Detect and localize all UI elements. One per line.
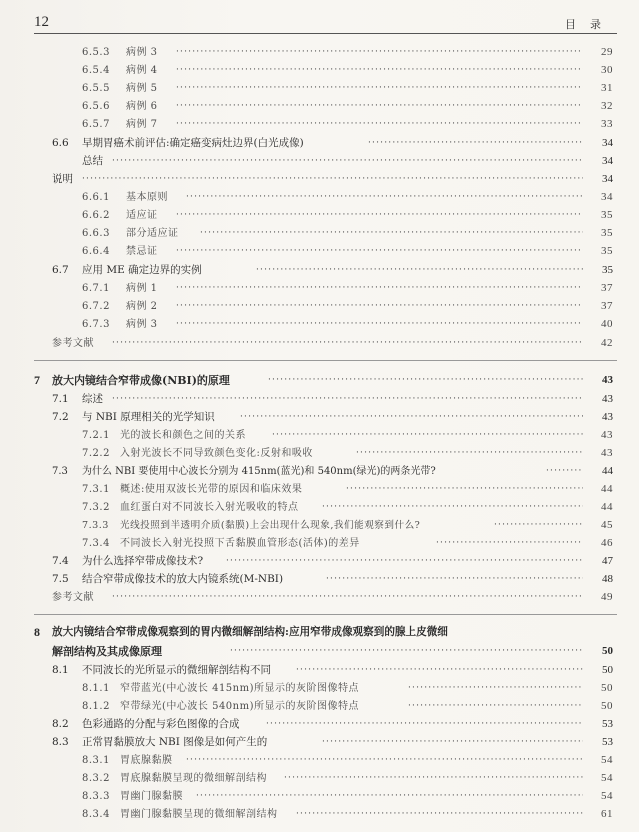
page-ref: 34: [602, 173, 613, 185]
page-ref: 50: [601, 682, 613, 694]
toc-entry: [0, 316, 639, 333]
section-title: 应用 ME 确定边界的实例: [82, 264, 202, 276]
page-ref: 45: [601, 519, 613, 531]
section-title: 结合窄带成像技术的放大内镜系统(M-NBI): [82, 573, 284, 585]
dot-leader: [272, 427, 583, 444]
section-title: 病例 3: [126, 319, 158, 330]
section-divider: [34, 614, 617, 615]
section-number: 8.2: [52, 718, 69, 730]
page-ref: 43: [601, 447, 613, 459]
page-number: 12: [34, 14, 49, 30]
page-ref: 50: [602, 664, 613, 676]
toc-entry: [0, 80, 639, 97]
section-title: 综述: [82, 393, 103, 405]
chapter-title: 放大内镜结合窄带成像观察到的胃内微细解剖结构:应用窄带成像观察到的腺上皮微细: [52, 626, 448, 638]
toc-entry: [0, 189, 639, 206]
page-ref: 46: [601, 537, 613, 549]
section-title: 适应证: [126, 210, 158, 221]
dot-leader: [322, 734, 583, 751]
section-title: 血红蛋白对不同波长入射光吸收的特点: [120, 502, 299, 513]
section-title: 病例 4: [126, 65, 158, 76]
dot-leader: [326, 571, 583, 588]
dot-leader: [226, 553, 583, 570]
section-number: 7.3.1: [82, 484, 110, 495]
dot-leader: [408, 698, 583, 715]
toc-entry: [0, 517, 639, 534]
section-title: 窄带蓝光(中心波长 415nm)所显示的灰阶图像特点: [120, 683, 359, 694]
chapter-number: 8: [34, 625, 40, 639]
section-title: 病例 6: [126, 101, 158, 112]
dot-leader: [176, 116, 583, 133]
dot-leader: [176, 298, 583, 315]
section-title: 光的波长和颜色之间的关系: [120, 430, 246, 441]
toc-entry: [0, 662, 639, 679]
page-ref: 61: [601, 808, 613, 820]
section-number: 7.3.2: [82, 502, 110, 513]
section-number: 6.7.2: [82, 301, 110, 312]
page-ref: 37: [601, 300, 613, 312]
page-ref: 34: [602, 155, 613, 167]
section-title: 胃幽门腺黏膜: [120, 791, 183, 802]
section-number: 6.5.7: [82, 119, 110, 130]
section-title: 说明: [52, 173, 73, 185]
toc-entry: [0, 734, 639, 751]
dot-leader: [322, 499, 583, 516]
page-ref: 40: [601, 318, 613, 330]
section-number: 7.4: [52, 555, 69, 567]
dot-leader: [494, 517, 583, 534]
section-number: 6.5.5: [82, 83, 110, 94]
toc-entry: [0, 280, 639, 297]
page-ref: 32: [601, 100, 613, 112]
section-number: 8.3.4: [82, 809, 110, 820]
section-title: 入射光波长不同导致颜色变化:反射和吸收: [120, 448, 313, 459]
section-number: 7.3.4: [82, 538, 110, 549]
page-header: [34, 14, 617, 34]
page-ref: 47: [602, 555, 613, 567]
section-number: 6.7.1: [82, 283, 110, 294]
dot-leader: [408, 680, 583, 697]
section-title: 总结: [82, 155, 103, 167]
page-ref: 35: [602, 264, 613, 276]
section-title: 不同波长入射光投照下舌黏膜血管形态(活体)的差异: [120, 538, 360, 549]
section-title: 胃底腺黏膜呈现的微细解剖结构: [120, 773, 267, 784]
section-number: 7.1: [52, 393, 69, 405]
toc-entry: [0, 171, 639, 188]
page-ref: 43: [601, 429, 613, 441]
section-title: 胃幽门腺黏膜呈现的微细解剖结构: [120, 809, 278, 820]
toc-entry: [0, 589, 639, 606]
page-ref: 44: [602, 465, 613, 477]
dot-leader: [176, 44, 583, 61]
section-number: 8.3.2: [82, 773, 110, 784]
toc-entry: [0, 262, 639, 279]
section-number: 6.6.2: [82, 210, 110, 221]
section-title: 为什么 NBI 要使用中心波长分别为 415nm(蓝光)和 540nm(绿光)的两条光带?: [82, 466, 436, 477]
dot-leader: [186, 189, 583, 206]
toc-entry: [0, 571, 639, 588]
dot-leader: [176, 280, 583, 297]
section-number: 6.7: [52, 264, 69, 276]
dot-leader: [346, 481, 583, 498]
toc-entry: [0, 499, 639, 516]
toc-entry: [0, 445, 639, 462]
page-ref: 54: [601, 754, 613, 766]
page-ref: 30: [601, 64, 613, 76]
running-head: 目录: [565, 18, 615, 31]
section-title: 窄带绿光(中心波长 540nm)所显示的灰阶图像特点: [120, 701, 359, 712]
section-title: 参考文献: [52, 592, 94, 603]
toc-entry: [0, 535, 639, 552]
section-title: 禁忌证: [126, 246, 158, 257]
page-ref: 49: [601, 591, 613, 603]
toc-entry: [0, 553, 639, 570]
dot-leader: [240, 409, 583, 426]
section-title: 早期胃癌术前评估:确定癌变病灶边界(白光成像): [82, 137, 304, 149]
section-title: 不同波长的光所显示的微细解剖结构不同: [82, 664, 271, 676]
chapter-number: 7: [34, 373, 40, 387]
section-number: 8.1: [52, 664, 69, 676]
toc-entry: [0, 225, 639, 242]
section-title: 参考文献: [52, 338, 94, 349]
page-ref: 53: [602, 736, 613, 748]
section-title: 概述:使用双波长光带的原因和临床效果: [120, 484, 303, 495]
toc-entry: [0, 752, 639, 769]
section-number: 8.3.1: [82, 755, 110, 766]
section-number: 6.6.1: [82, 192, 110, 203]
page-ref: 43: [602, 393, 613, 405]
page-ref: 34: [602, 137, 613, 149]
page-ref: 35: [601, 245, 613, 257]
dot-leader: [230, 643, 583, 660]
section-number: 6.5.6: [82, 101, 110, 112]
page-ref: 44: [601, 501, 613, 513]
dot-leader: [112, 153, 583, 170]
dot-leader: [186, 752, 583, 769]
dot-leader: [176, 80, 583, 97]
dot-leader: [176, 316, 583, 333]
dot-leader: [82, 171, 583, 188]
toc-entry: [0, 243, 639, 260]
dot-leader: [296, 662, 583, 679]
dot-leader: [284, 770, 583, 787]
toc-entry: [0, 481, 639, 498]
page-ref: 33: [601, 118, 613, 130]
section-title: 基本原则: [126, 192, 168, 203]
page-ref: 35: [601, 209, 613, 221]
chapter-title: 放大内镜结合窄带成像(NBI)的原理: [52, 374, 230, 387]
section-number: 7.3.3: [82, 520, 109, 531]
section-number: 7.2.2: [82, 448, 110, 459]
dot-leader: [176, 207, 583, 224]
toc-entry: [0, 806, 639, 823]
toc-entry: [0, 698, 639, 715]
section-title: 病例 5: [126, 83, 158, 94]
page-ref: 42: [601, 337, 613, 349]
dot-leader: [546, 463, 583, 480]
section-number: 7.3: [52, 466, 68, 477]
toc-entry: [0, 153, 639, 170]
page-ref: 29: [601, 46, 613, 58]
section-title: 部分适应证: [126, 228, 179, 239]
page-ref: 48: [602, 573, 613, 585]
section-number: 6.6.3: [82, 228, 110, 239]
dot-leader: [176, 98, 583, 115]
toc-entry-chapter: [0, 624, 639, 641]
section-title: 光线投照到半透明介质(黏膜)上会出现什么现象,我们能观察到什么?: [120, 520, 421, 531]
section-number: 6.6: [52, 137, 69, 149]
toc-entry: [0, 98, 639, 115]
section-title: 正常胃黏膜放大 NBI 图像是如何产生的: [82, 736, 268, 748]
toc-entry: [0, 427, 639, 444]
section-number: 6.5.3: [82, 47, 110, 58]
page-ref: 43: [602, 374, 613, 386]
dot-leader: [176, 62, 583, 79]
section-number: 8.1.1: [82, 683, 110, 694]
toc-entry: [0, 770, 639, 787]
page-ref: 43: [602, 411, 613, 423]
toc-entry: [0, 391, 639, 408]
toc-entry: [0, 62, 639, 79]
section-title: 病例 7: [126, 119, 158, 130]
section-title: 色彩通路的分配与彩色图像的合成: [82, 718, 240, 730]
section-number: 7.5: [52, 573, 69, 585]
toc-entry: [0, 335, 639, 352]
toc-entry: [0, 680, 639, 697]
section-title: 胃底腺黏膜: [120, 755, 173, 766]
section-title: 为什么选择窄带成像技术?: [82, 555, 204, 567]
page-ref: 50: [602, 645, 613, 657]
dot-leader: [112, 335, 583, 352]
page-ref: 54: [601, 790, 613, 802]
dot-leader: [112, 589, 583, 606]
toc-entry: [0, 207, 639, 224]
toc-entry: [0, 788, 639, 805]
dot-leader: [266, 716, 583, 733]
section-title: 病例 1: [126, 283, 158, 294]
section-number: 7.2: [52, 411, 69, 423]
toc-entry: [0, 298, 639, 315]
page-ref: 53: [602, 718, 613, 730]
page-ref: 44: [601, 483, 613, 495]
page-ref: 50: [601, 700, 613, 712]
section-title: 病例 2: [126, 301, 158, 312]
dot-leader: [356, 445, 583, 462]
dot-leader: [296, 806, 583, 823]
page-ref: 54: [601, 772, 613, 784]
page-ref: 31: [601, 82, 613, 94]
dot-leader: [196, 788, 583, 805]
dot-leader: [112, 391, 583, 408]
dot-leader: [176, 243, 583, 260]
dot-leader: [256, 262, 583, 279]
section-divider: [34, 360, 617, 361]
section-number: 8.3: [52, 736, 69, 748]
dot-leader: [200, 225, 583, 242]
section-number: 6.6.4: [82, 246, 110, 257]
page-ref: 37: [601, 282, 613, 294]
section-title: 病例 3: [126, 47, 158, 58]
toc-entry-chapter: [0, 372, 639, 389]
section-number: 8.1.2: [82, 701, 110, 712]
toc-entry: [0, 409, 639, 426]
page-ref: 34: [601, 191, 613, 203]
toc-entry-chapter: [0, 643, 639, 660]
dot-leader: [436, 535, 583, 552]
dot-leader: [268, 372, 583, 389]
section-number: 6.5.4: [82, 65, 110, 76]
page-ref: 35: [601, 227, 613, 239]
section-number: 7.2.1: [82, 430, 110, 441]
dot-leader: [368, 135, 583, 152]
toc-entry: [0, 463, 639, 480]
toc-entry: [0, 716, 639, 733]
section-number: 8.3.3: [82, 791, 110, 802]
section-title: 与 NBI 原理相关的光学知识: [82, 411, 215, 423]
toc-entry: [0, 44, 639, 61]
toc-entry: [0, 116, 639, 133]
section-number: 6.7.3: [82, 319, 110, 330]
chapter-title: 解剖结构及其成像原理: [52, 645, 162, 658]
toc-entry: [0, 135, 639, 152]
